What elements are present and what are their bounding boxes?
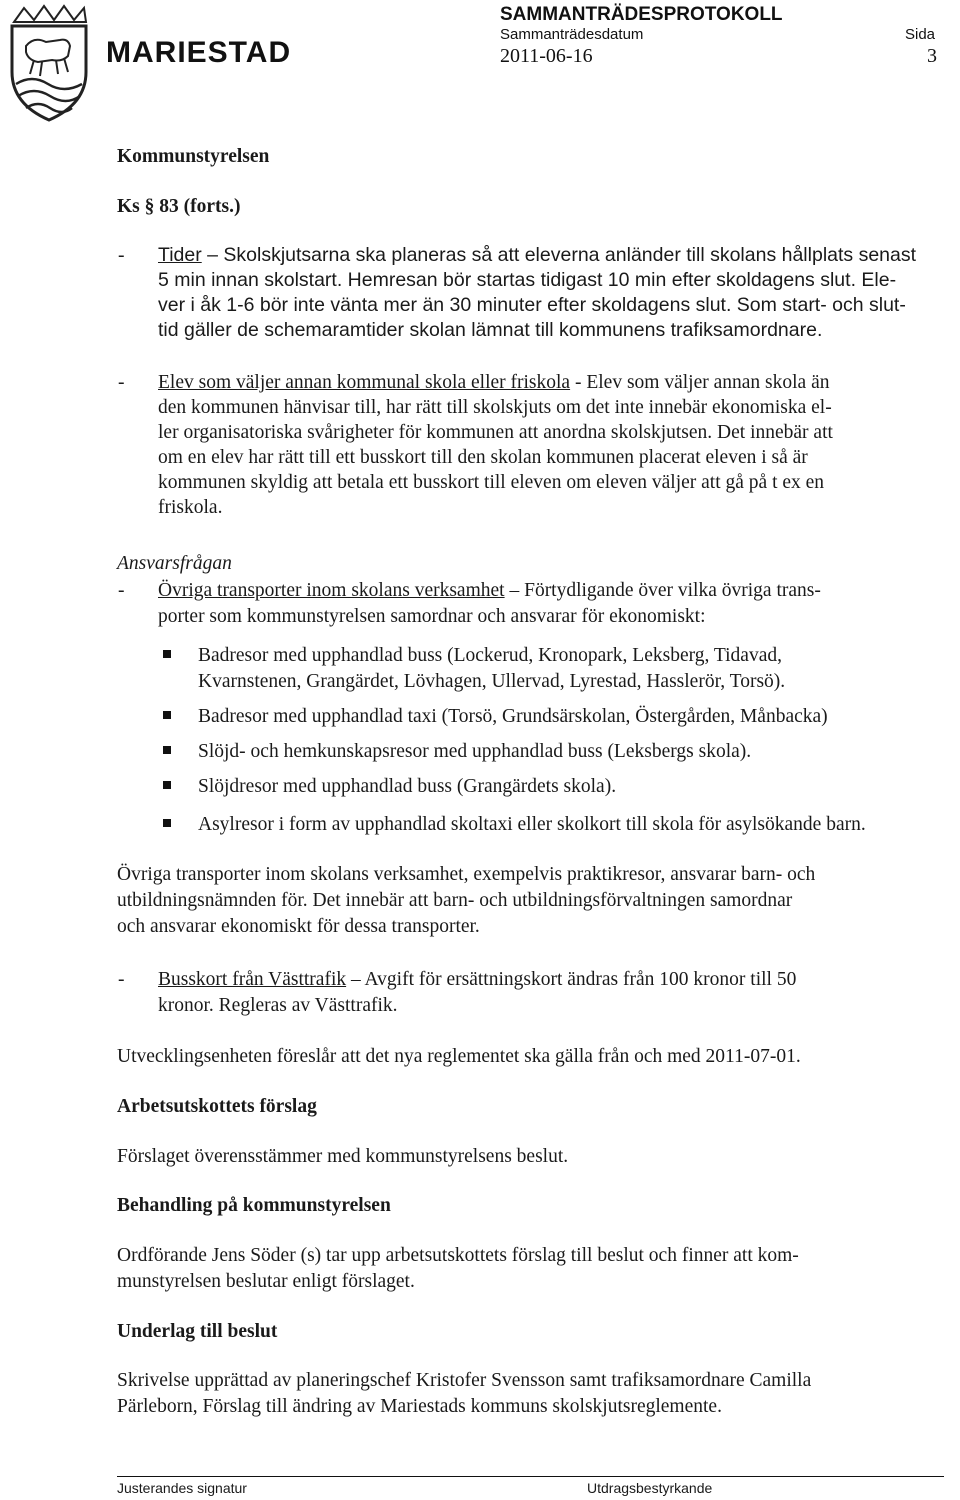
item-elev-line-4: om en elev har rätt till ett busskort till den skolan kommunen placerat eleven i så är	[158, 447, 808, 468]
item-elev-line-1: Elev som väljer annan kommunal skola eller friskola - Elev som väljer annan skola än	[158, 372, 830, 393]
bullet-item-3: Slöjd- och hemkunskapsresor med upphandlad buss (Leksbergs skola).	[198, 741, 752, 762]
underlag-line-1: Skrivelse upprättad av planeringschef Kristofer Svensson samt trafiksamordnare Camilla	[117, 1370, 812, 1391]
ansvar-line-2: porter som kommunstyrelsen samordnar och ansvarar för ekonomiskt:	[158, 606, 706, 627]
underlag-line-2: Pärleborn, Förslag till ändring av Mariestads kommuns skolskjutsreglemente.	[117, 1396, 722, 1417]
busskort-title: Busskort från Västtrafik	[158, 969, 347, 990]
bullet-item-1-line-1: Badresor med upphandlad buss (Lockerud, Kronopark, Leksberg, Tidavad,	[198, 645, 782, 666]
bullet-icon	[163, 650, 171, 658]
document-type-title: SAMMANTRÄDESPROTOKOLL	[500, 4, 783, 25]
bullet-icon	[163, 781, 171, 789]
case-heading: Ks § 83 (forts.)	[117, 196, 241, 217]
list-dash: -	[118, 969, 125, 990]
footer-extract-label: Utdragsbestyrkande	[587, 1480, 713, 1496]
item-elev-line-5: kommunen skyldig att betala ett busskort till eleven om eleven väljer att gå på t ex en	[158, 472, 825, 493]
list-dash: -	[118, 245, 125, 266]
underlag-heading: Underlag till beslut	[117, 1321, 278, 1342]
item-elev-line-6: friskola.	[158, 497, 223, 518]
item-elev-title: Elev som väljer annan kommunal skola eller friskola	[158, 372, 571, 393]
ansvar-line-1: Övriga transporter inom skolans verksamhet – Förtydligande över vilka övriga trans-	[158, 580, 821, 601]
page-number: 3	[927, 45, 937, 67]
footer-signature-label: Justerandes signatur	[117, 1480, 247, 1496]
meeting-date-label: Sammanträdesdatum	[500, 26, 644, 43]
au-text: Förslaget överensstämmer med kommunstyrelsens beslut.	[117, 1146, 569, 1167]
au-heading: Arbetsutskottets förslag	[117, 1096, 317, 1117]
footer-divider	[117, 1476, 944, 1477]
bullet-item-5: Asylresor i form av upphandlad skoltaxi eller skolkort till skola för asylsökande barn.	[198, 814, 866, 835]
logo-wordmark: MARIESTAD	[106, 36, 292, 69]
behandling-line-2: munstyrelsen beslutar enligt förslaget.	[117, 1271, 415, 1292]
organization-heading: Kommunstyrelsen	[117, 146, 270, 167]
ovriga-line-2: utbildningsnämnden för. Det innebär att barn- och utbildningsförvaltningen samordnar	[117, 890, 793, 911]
item-tider-line-3: ver i åk 1-6 bör inte vänta mer än 30 minuter efter skoldagens slut. Som start- och slut-	[158, 294, 906, 316]
item-tider-title: Tider	[158, 244, 202, 266]
bullet-item-1-line-2: Kvarnstenen, Grangärdet, Lövhagen, Ullervad, Lyrestad, Hasslerör, Torsö).	[198, 671, 786, 692]
item-elev-line-3: ler organisatoriska svårigheter för kommunen att anordna skolskjutsen. Det innebär att	[158, 422, 833, 443]
page-label: Sida	[905, 26, 936, 43]
busskort-line-1: Busskort från Västtrafik – Avgift för ersättningskort ändras från 100 kronor till 50	[158, 969, 797, 990]
bullet-icon	[163, 819, 171, 827]
list-dash: -	[118, 372, 125, 393]
item-tider-line-2: 5 min innan skolstart. Hemresan bör startas tidigast 10 min efter skoldagens slut. Ele-	[158, 269, 897, 291]
utveckling-paragraph: Utvecklingsenheten föreslår att det nya reglementet ska gälla från och med 2011-07-01.	[117, 1046, 801, 1067]
ansvar-title: Övriga transporter inom skolans verksamhet	[158, 580, 505, 601]
bullet-icon	[163, 711, 171, 719]
behandling-heading: Behandling på kommunstyrelsen	[117, 1195, 391, 1216]
bullet-icon	[163, 746, 171, 754]
ovriga-line-1: Övriga transporter inom skolans verksamhet, exempelvis praktikresor, ansvarar barn- och	[117, 864, 816, 885]
busskort-line-2: kronor. Regleras av Västtrafik.	[158, 995, 398, 1016]
item-elev-line-2: den kommunen hänvisar till, har rätt till skolskjuts om det inte innebär ekonomiska el-	[158, 397, 832, 418]
meeting-date: 2011-06-16	[500, 45, 593, 67]
ovriga-line-3: och ansvarar ekonomiskt för dessa transporter.	[117, 916, 480, 937]
list-dash: -	[118, 580, 125, 601]
bullet-item-4: Slöjdresor med upphandlad buss (Grangärdets skola).	[198, 776, 617, 797]
ansvar-heading: Ansvarsfrågan	[117, 553, 232, 574]
item-tider-line-4: tid gäller de schemaramtider skolan lämnat till kommunens trafiksamordnare.	[158, 319, 823, 341]
behandling-line-1: Ordförande Jens Söder (s) tar upp arbetsutskottets förslag till beslut och finner att kom-	[117, 1245, 799, 1266]
item-tider-line-1: Tider – Skolskjutsarna ska planeras så att eleverna anländer till skolans hållplats senast	[158, 244, 917, 266]
bullet-item-2: Badresor med upphandlad taxi (Torsö, Grundsärskolan, Östergården, Månbacka)	[198, 706, 828, 727]
mariestad-coat-of-arms-icon	[8, 0, 90, 122]
